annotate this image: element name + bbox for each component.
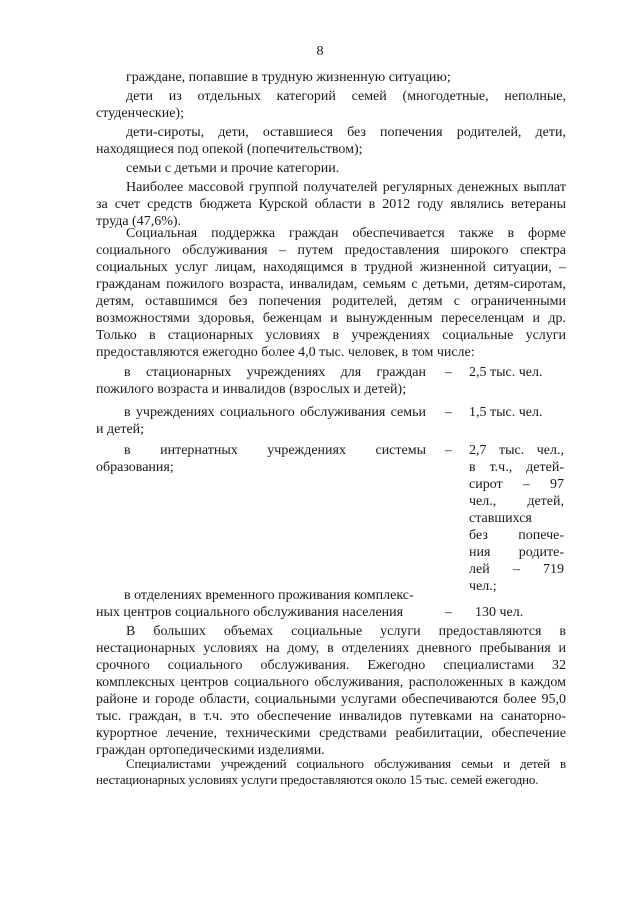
paragraph-largest-group: Наиболее массовой группой получателей регулярных денежных выплат за счет средств бюджета Курской области в 2012 году являлись ветераны труда (47,6%). [96, 180, 566, 229]
value-line: сирот – 97 [469, 477, 564, 492]
paragraph-social-service-block [96, 225, 566, 361]
paragraph-families-block [96, 756, 566, 789]
value-line: 2,7 тыс. чел., [469, 443, 564, 458]
stationary-item-value [469, 442, 564, 595]
value-line: ния родите- [469, 545, 564, 560]
stationary-item-value: 1,5 тыс. чел. [469, 405, 543, 420]
paragraph-non-stationary: В больших объемах социальные услуги предоставляются в нестационарных условиях на дому, в отделениях дневного пребывания и срочного социального обслуживания. Ежегодно специалистами 32 комплексных центров социального обслуживания, расположенных в каждом районе и городе области, социальными услугами обеспечиваются более 95,0 тыс. граждан, в т.ч. это обеспечение инвалидов путевками на санаторно-курортное лечение, техническими средствами реабилитации, обеспечение граждан ортопедическими изделиями. [96, 624, 566, 758]
stationary-item-dash: – [445, 365, 452, 380]
intro-line: граждане, попавшие в трудную жизненную ситуацию; [126, 70, 451, 85]
stationary-item-dash: – [445, 405, 452, 420]
temp-item-line: ных центров социального обслуживания населения [96, 605, 404, 620]
stationary-item-elderly [96, 364, 566, 398]
paragraph-non-stationary-block [96, 623, 566, 759]
value-line: в т.ч., детей- [469, 460, 564, 475]
intro-list [96, 69, 566, 230]
stationary-item-text: в учреждениях социального обслуживания семьи и детей; [96, 405, 426, 437]
value-line: ставшихся [469, 511, 532, 526]
paragraph-families: Специалистами учреждений социального обслуживания семьи и детей в нестационарных условиях услуги предоставляются около 15 тыс. семей ежегодно. [96, 756, 566, 788]
temp-item-line: в отделениях временного проживания комплекс- [124, 588, 414, 603]
temp-residence-item [96, 587, 566, 621]
value-line: лей – 719 [469, 562, 564, 577]
intro-line: дети из отдельных категорий семей (многодетные, неполные, студенческие); [96, 89, 566, 121]
temp-item-value: 130 чел. [475, 605, 524, 620]
value-line: чел., детей, [469, 494, 564, 509]
stationary-item-families [96, 404, 566, 438]
intro-line: дети-сироты, дети, оставшиеся без попечения родителей, дети, находящиеся под опекой (попечительством); [96, 125, 566, 157]
stationary-item-value: 2,5 тыс. чел. [469, 365, 543, 380]
value-line: чел.; [469, 579, 497, 594]
page-number: 8 [316, 44, 324, 59]
stationary-list [96, 364, 566, 594]
stationary-item-boarding [96, 442, 566, 594]
stationary-item-dash: – [445, 443, 452, 458]
stationary-item-text: в интернатных учреждениях системы образования; [96, 443, 426, 475]
stationary-item-text: в стационарных учреждениях для граждан пожилого возраста и инвалидов (взрослых и детей); [96, 365, 426, 397]
temp-item-dash: – [445, 605, 452, 620]
paragraph-social-service: Социальная поддержка граждан обеспечивается также в форме социального обслуживания – путем предоставления широкого спектра социальных услуг лицам, находящимся в трудной жизненной ситуации, – гражданам пожилого возраста, инвалидам, семьям с детьми, детям-сиротам, детям, оставшимся без попечения родителей, детям с ограниченными возможностями здоровья, беженцам и вынужденным переселенцам и др. Только в стационарных условиях в учреждениях социальные услуги предоставляются ежегодно более 4,0 тыс. человек, в том числе: [96, 226, 566, 360]
intro-line: семьи с детьми и прочие категории. [126, 161, 340, 176]
temp-item-row [96, 604, 566, 621]
value-line: без попече- [469, 528, 564, 543]
